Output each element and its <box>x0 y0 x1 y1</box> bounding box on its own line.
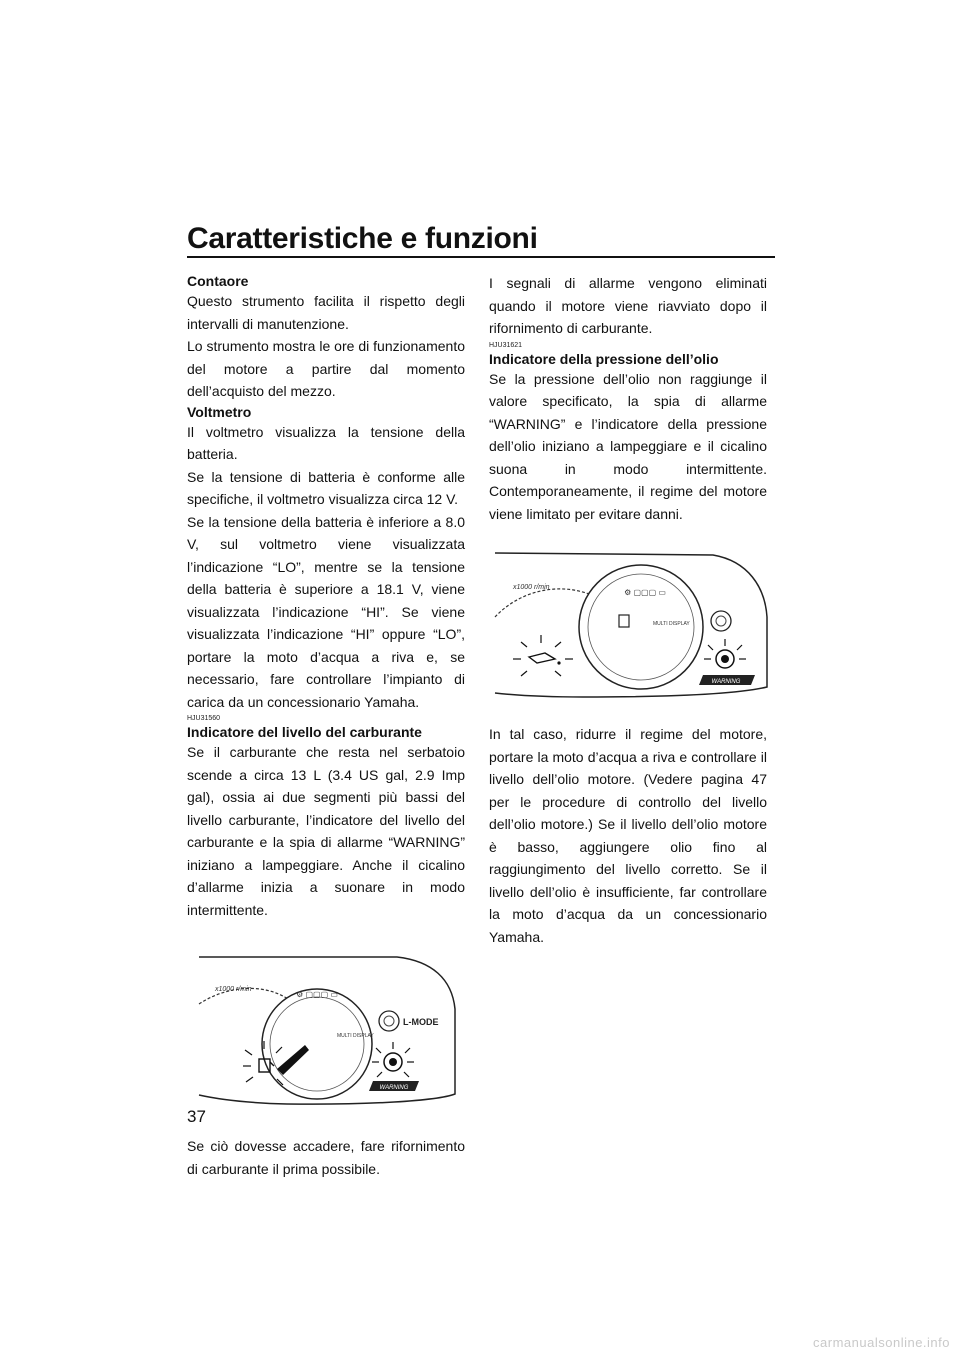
paragraph: I segnali di allarme vengono eliminati quando il motore viene riavviato dopo il rifornimento di carburante. <box>489 275 767 336</box>
tachometer-label: x1000 r/min <box>513 584 550 591</box>
mode-label: L-MODE <box>403 1017 439 1027</box>
paragraph: Lo strumento mostra le ore di funzionamento del motore a partire dal momento dell’acquisto del mezzo. <box>187 338 465 399</box>
right-column <box>489 272 767 948</box>
paragraph: In tal caso, ridurre il regime del motore, portare la moto d’acqua a riva e controllare il livello dell’olio motore. (Vedere pagina 47 per le procedure di controllo del livello dell’olio motore.) Se il livello dell’olio motore è basso, aggiungere olio fino al raggiungimento del livello corretto. Se il livello dell’olio è insufficiente, far controllare la moto d’acqua da un concessionario Yamaha. <box>489 726 767 945</box>
watermark: carmanualsonline.info <box>813 1335 950 1350</box>
paragraph: Se il carburante che resta nel serbatoio scende a circa 13 L (3.4 US gal, 2.9 Imp gal), ossia ai due segmenti più bassi del livello carburante, l’indicatore del livello del carburante e la spia di allarme “WARNING” iniziano a lampeggiare. Anche il cicalino d’allarme inizia a suonare in modo intermittente. <box>187 744 465 918</box>
multi-display-symbols: ⚙ ▢▢▢ ▭ <box>296 990 338 999</box>
paragraph: Se ciò dovesse accadere, fare rifornimento di carburante il prima possibile. <box>187 1138 465 1177</box>
figure-fuel-warning <box>197 949 457 1109</box>
paragraph: Se la pressione dell’olio non raggiunge il valore specificato, la spia di allarme “WARNING” e l’indicatore della pressione dell’olio iniziano a lampeggiare e il cicalino suona in modo intermittente. Contemporaneamente, il regime del motore viene limitato per evitare danni. <box>489 370 767 522</box>
warning-light-icon <box>704 639 746 668</box>
warning-label: WARNING <box>711 679 741 685</box>
tachometer-label: x1000 r/min <box>215 986 252 993</box>
multi-display-symbols: ⚙ ▢▢▢ ▭ <box>624 588 666 597</box>
multi-display-gauge <box>262 989 372 1099</box>
section-title-oil-pressure: Indicatore della pressione dell’olio <box>489 350 719 367</box>
oil-pressure-indicator-icon <box>513 635 573 676</box>
mode-knob <box>379 1011 399 1031</box>
paragraph: Se la tensione di batteria è conforme alle specifiche, il voltmetro visualizza circa 12 V. <box>187 468 465 507</box>
instrument-panel-illustration <box>493 547 769 699</box>
section-title-voltmetro: Voltmetro <box>187 403 252 420</box>
page-title: Caratteristiche e funzioni <box>187 222 538 255</box>
mode-knob <box>711 611 731 631</box>
paragraph: Il voltmetro visualizza la tensione della batteria. <box>187 423 465 462</box>
paragraph: Questo strumento facilita il rispetto degli intervalli di manutenzione. <box>187 293 465 332</box>
title-rule <box>187 256 775 258</box>
section-code: HJU31621 <box>489 341 523 349</box>
multi-display-gauge <box>579 565 703 689</box>
section-title-contaore: Contaore <box>187 273 249 289</box>
figure-oil-pressure-warning <box>493 547 769 699</box>
paragraph: Se la tensione della batteria è inferiore a 8.0 V, sul voltmetro viene visualizzata l’indicazione “LO”, mentre se la tensione della batteria è superiore a 18.1 V, viene visualizzata l’indicazione “HI”. Se viene visualizzata l’indicazione “HI” oppure “LO”, portare la moto d’acqua a riva e, se necessario, fare controllare l’impianto di carica da un concessionario Yamaha. <box>187 513 465 710</box>
left-column <box>187 272 465 1180</box>
warning-light-icon <box>372 1042 414 1077</box>
page-number: 37 <box>187 1107 206 1126</box>
multi-display-label: MULTI DISPLAY <box>653 621 690 627</box>
instrument-panel-illustration <box>197 949 457 1109</box>
multi-display-label: MULTI DISPLAY <box>337 1033 374 1039</box>
section-code: HJU31560 <box>187 715 221 722</box>
warning-label: WARNING <box>379 1085 409 1091</box>
section-title-fuel-level: Indicatore del livello del carburante <box>187 724 422 740</box>
